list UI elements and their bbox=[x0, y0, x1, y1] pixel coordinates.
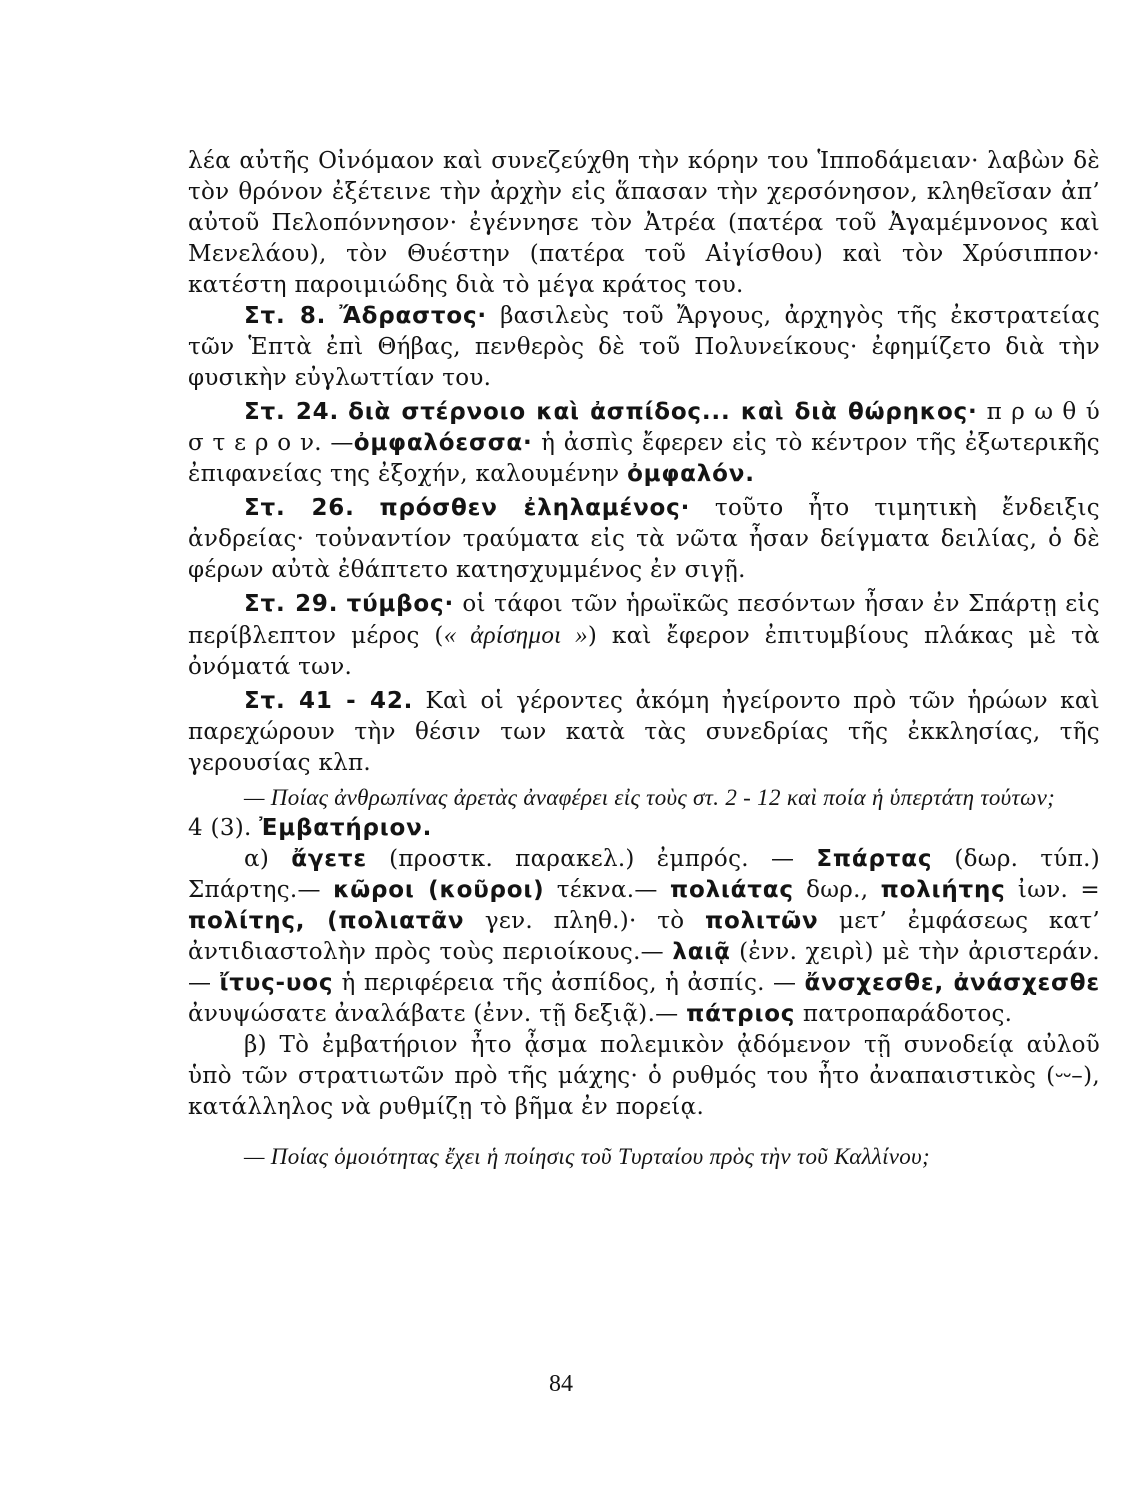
note-line-8 bbox=[188, 301, 1100, 394]
glossary-text: (ἐνν. χειρὶ) μὲ τὴν ἀριστεράν.— bbox=[188, 939, 1100, 996]
note-quote: « ἀρίσημοι » bbox=[443, 622, 588, 649]
note-ref: Στ. 26. bbox=[244, 495, 355, 521]
glossary-text: ἰων. = bbox=[1005, 877, 1100, 903]
note-lemma: διὰ στέρνοιο καὶ ἀσπίδος... καὶ διὰ θώρηκος· bbox=[348, 399, 978, 425]
section-number: 4 (3). bbox=[188, 815, 252, 841]
glossary-term: πολιήτης bbox=[880, 877, 1006, 903]
note-lemma: πρόσθεν ἐληλαμένος· bbox=[379, 495, 691, 521]
note-text: ἡ ἀσπὶς ἔφερεν εἰς τὸ κέντρον τῆς ἐξωτερικῆς ἐπιφανείας της ἐξοχήν, καλουμένην bbox=[188, 430, 1100, 487]
glossary-paragraph bbox=[188, 844, 1100, 1030]
glossary-text: ἀνυψώσατε ἀναλάβατε (ἐνν. τῇ δεξιᾷ).— bbox=[188, 1001, 687, 1027]
glossary-term: λαιᾷ bbox=[672, 939, 731, 965]
glossary-term: ἄνσχεσθε, ἀνάσχεσθε bbox=[804, 970, 1100, 996]
note-ref: Στ. 24. bbox=[244, 399, 340, 425]
section-heading bbox=[188, 813, 1100, 844]
text-block bbox=[188, 146, 1100, 1172]
note-line-29 bbox=[188, 589, 1100, 683]
glossary-text: (προστκ. παρακελ.) ἐμπρός. — bbox=[366, 846, 817, 872]
glossary-term: ἄγετε bbox=[291, 846, 367, 872]
note-lemma: ὀμφαλόν. bbox=[627, 461, 755, 487]
note-text: τοῦτο ἦτο τιμητικὴ ἔνδειξις ἀνδρείας· τοὐναντίον τραύματα εἰς τὰ νῶτα ἦσαν δείγματα δειλίας, ὁ δὲ φέρων αὐτὰ ἐθάπτετο κατησχυμμένος ἐν σιγῇ. bbox=[188, 495, 1100, 583]
page-number: 84 bbox=[549, 1371, 573, 1397]
glossary-text: μετ’ ἐμφάσεως κατ’ ἀντιδιαστολὴν πρὸς τοὺς περιοίκους.— bbox=[188, 908, 1101, 965]
question-paragraph: — Ποίας ἀνθρωπίνας ἀρετὰς ἀναφέρει εἰς τοὺς στ. 2 - 12 καὶ ποία ἡ ὑπερτάτη τούτων; bbox=[244, 785, 1056, 810]
glossary-text: πατροπαράδοτος. bbox=[795, 1001, 1013, 1027]
note-line-26 bbox=[188, 493, 1100, 586]
note-text: οἱ τάφοι τῶν ἡρωϊκῶς πεσόντων ἦσαν ἐν Σπάρτῃ εἰς περίβλεπτον μέρος ( bbox=[188, 591, 1100, 649]
glossary-term: πολίτης, (πολιατᾶν bbox=[188, 908, 465, 934]
glossary-term: πολιτῶν bbox=[704, 908, 819, 934]
beta-paragraph: β) Τὸ ἐμβατήριον ἦτο ᾆσμα πολεμικὸν ᾀδόμενον τῇ συνοδείᾳ αὐλοῦ ὑπὸ τῶν στρατιωτῶν πρὸ τῆς μάχης· ὁ ρυθμός του ἦτο ἀναπαιστικὸς (⏑⏑–), κατάλληλος νὰ ρυθμίζῃ τὸ βῆμα ἐν πορείᾳ. bbox=[188, 1032, 1100, 1120]
glossary-text: α) bbox=[244, 846, 292, 872]
glossary-text: τέκνα.— bbox=[544, 877, 670, 903]
intro-paragraph: λέα αὐτῆς Οἰνόμαον καὶ συνεζεύχθη τὴν κόρην του Ἱπποδάμειαν· λαβὼν δὲ τὸν θρόνον ἐξέτεινε τὴν ἀρχὴν εἰς ἅπασαν τὴν χερσόνησον, κληθεῖσαν ἀπ’ αὐτοῦ Πελοπόννησον· ἐγέννησε τὸν Ἀτρέα (πατέρα τοῦ Ἀγαμέμνονος καὶ Μενελάου), τὸν Θυέστην (πατέρα τοῦ Αἰγίσθου) καὶ τὸν Χρύσιππον· κατέστη παροιμιώδης διὰ τὸ μέγα κράτος του. bbox=[188, 148, 1100, 298]
note-text: Καὶ οἱ γέροντες ἀκόμη ἠγείροντο πρὸ τῶν ἡρώων καὶ παρεχώρουν τὴν θέσιν των κατὰ τὰς συνεδρίας τῆς ἐκκλησίας, τῆς γερουσίας κλπ. bbox=[188, 688, 1100, 776]
section-title: Ἐμβατήριον. bbox=[259, 815, 433, 841]
note-text: βασιλεὺς τοῦ Ἄργους, ἀρχηγὸς τῆς ἐκστρατείας τῶν Ἑπτὰ ἐπὶ Θήβας, πενθερὸς δὲ τοῦ Πολυνείκους· ἐφημίζετο διὰ τὴν φυσικὴν εὐγλωττίαν του. bbox=[188, 303, 1100, 391]
note-lemma: Ἄδραστος· bbox=[339, 303, 487, 329]
question-paragraph-2: — Ποίας ὁμοιότητας ἔχει ἡ ποίησις τοῦ Τυρταίου πρὸς τὴν τοῦ Καλλίνου; bbox=[244, 1144, 930, 1169]
note-lemma: τύμβος· bbox=[346, 591, 454, 617]
glossary-term: πολιάτας bbox=[669, 877, 794, 903]
note-ref: Στ. 41 - 42. bbox=[244, 688, 414, 714]
note-ref: Στ. 29. bbox=[244, 591, 339, 617]
note-ref: Στ. 8. bbox=[244, 303, 327, 329]
glossary-text: (δωρ. τύπ.) Σπάρτης.— bbox=[188, 846, 1100, 903]
note-line-41-42 bbox=[188, 686, 1100, 779]
note-text: π ρ ω θ ύ σ τ ε ρ ο ν. — bbox=[188, 399, 1100, 456]
note-lemma: ὀμφαλόεσσα· bbox=[353, 430, 533, 456]
note-line-24 bbox=[188, 397, 1100, 490]
glossary-term: κῶροι (κοῦροι) bbox=[333, 877, 545, 903]
glossary-term: πάτριος bbox=[686, 1001, 796, 1027]
glossary-text: γεν. πληθ.)· τὸ bbox=[464, 908, 705, 934]
note-text: ) καὶ ἔφερον ἐπιτυμβίους πλάκας μὲ τὰ ὀνόματά των. bbox=[188, 623, 1100, 680]
glossary-term: Σπάρτας bbox=[816, 846, 933, 872]
glossary-term: ἴτυς-υος bbox=[219, 970, 334, 996]
glossary-text: δωρ., bbox=[793, 877, 881, 903]
glossary-text: ἡ περιφέρεια τῆς ἀσπίδος, ἡ ἀσπίς. — bbox=[333, 970, 805, 996]
